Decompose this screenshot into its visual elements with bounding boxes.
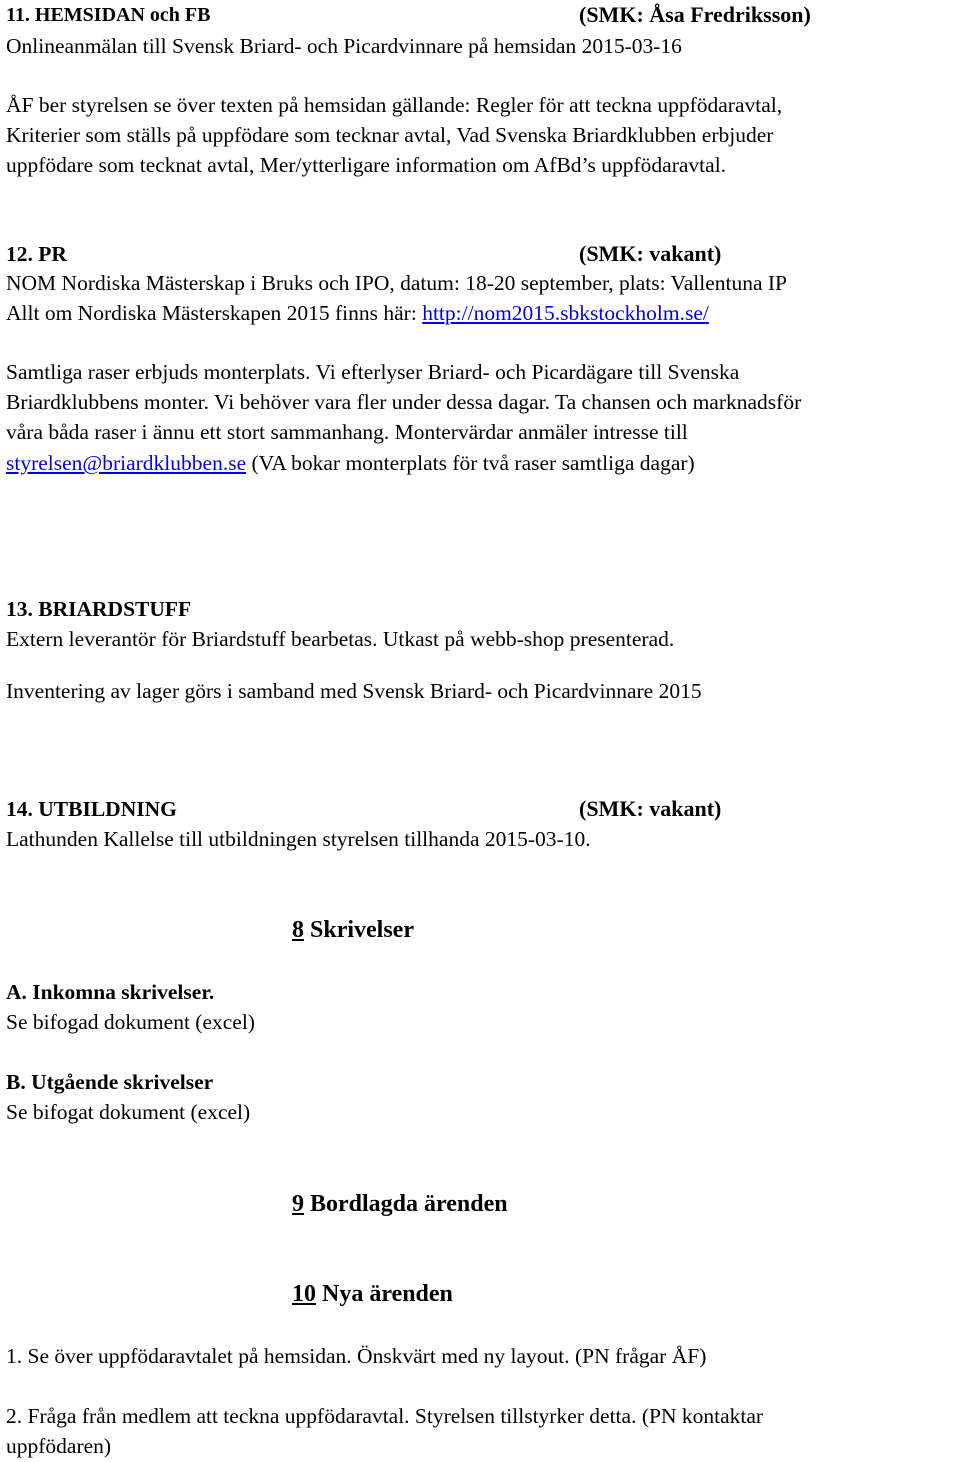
incoming-heading: A. Inkomna skrivelser. — [6, 980, 215, 1004]
s12-email-suffix: (VA bokar monterplats för två raser samtliga dagar) — [246, 451, 695, 475]
s12-line-1: NOM Nordiska Mästerskap i Bruks och IPO, datum: 18-20 september, plats: Vallentuna IP — [6, 271, 787, 295]
section-10-title: Nya ärenden — [322, 1281, 453, 1307]
s12-para-line-4 — [6, 448, 695, 478]
section-8-heading — [292, 915, 414, 945]
s11-line-1: Onlineanmälan till Svensk Briard- och Picardvinnare på hemsidan 2015-03-16 — [6, 34, 682, 58]
section-14-heading: 14. UTBILDNING — [6, 797, 177, 821]
nom2015-link[interactable]: http://nom2015.sbkstockholm.se/ — [422, 301, 709, 325]
section-9-number: 9 — [292, 1191, 304, 1217]
section-11-smk: (SMK: Åsa Fredriksson) — [579, 2, 811, 27]
section-8-title: Skrivelser — [310, 917, 414, 943]
section-10-heading — [292, 1279, 453, 1309]
s11-line-2: ÅF ber styrelsen se över texten på hemsidan gällande: Regler för att teckna uppfödaravtal, — [6, 93, 783, 117]
section-12-heading: 12. PR — [6, 242, 67, 266]
s11-line-4: uppfödare som tecknat avtal, Mer/ytterligare information om AfBd’s uppfödaravtal. — [6, 153, 727, 177]
outgoing-heading: B. Utgående skrivelser — [6, 1070, 214, 1094]
s12-para-line-1: Samtliga raser erbjuds monterplats. Vi efterlyser Briard- och Picardägare till Svenska — [6, 360, 740, 384]
section-9-title: Bordlagda ärenden — [310, 1191, 508, 1217]
s13-line-1: Extern leverantör för Briardstuff bearbetas. Utkast på webb-shop presenterad. — [6, 627, 675, 651]
new-item-2: 2. Fråga från medlem att teckna uppfödaravtal. Styrelsen tillstyrker detta. (PN kontaktar — [6, 1404, 764, 1428]
new-item-2-cont: uppfödaren) — [6, 1434, 112, 1458]
section-14-smk: (SMK: vakant) — [579, 796, 722, 821]
email-link[interactable]: styrelsen@briardklubben.se — [6, 451, 247, 475]
section-9-heading — [292, 1189, 508, 1219]
section-12-smk: (SMK: vakant) — [579, 241, 722, 266]
s12-line-2-prefix: Allt om Nordiska Mästerskapen 2015 finns här: — [6, 301, 423, 325]
incoming-text: Se bifogad dokument (excel) — [6, 1010, 255, 1034]
s12-line-2 — [6, 298, 709, 328]
outgoing-text: Se bifogat dokument (excel) — [6, 1100, 251, 1124]
section-13-heading: 13. BRIARDSTUFF — [6, 597, 192, 621]
s12-para-line-3: våra båda raser i ännu ett stort sammanhang. Montervärdar anmäler intresse till — [6, 420, 688, 444]
section-8-number: 8 — [292, 917, 304, 943]
section-10-number: 10 — [292, 1281, 316, 1307]
section-11-heading: 11. HEMSIDAN och FB — [6, 4, 211, 26]
new-item-1: 1. Se över uppfödaravtalet på hemsidan. Önskvärt med ny layout. (PN frågar ÅF) — [6, 1344, 707, 1368]
s13-line-2: Inventering av lager görs i samband med Svensk Briard- och Picardvinnare 2015 — [6, 679, 702, 703]
s12-para-line-2: Briardklubbens monter. Vi behöver vara fler under dessa dagar. Ta chansen och marknadsför — [6, 390, 802, 414]
s11-line-3: Kriterier som ställs på uppfödare som tecknar avtal, Vad Svenska Briardklubben erbjuder — [6, 123, 774, 147]
s14-line-1: Lathunden Kallelse till utbildningen styrelsen tillhanda 2015-03-10. — [6, 827, 591, 851]
